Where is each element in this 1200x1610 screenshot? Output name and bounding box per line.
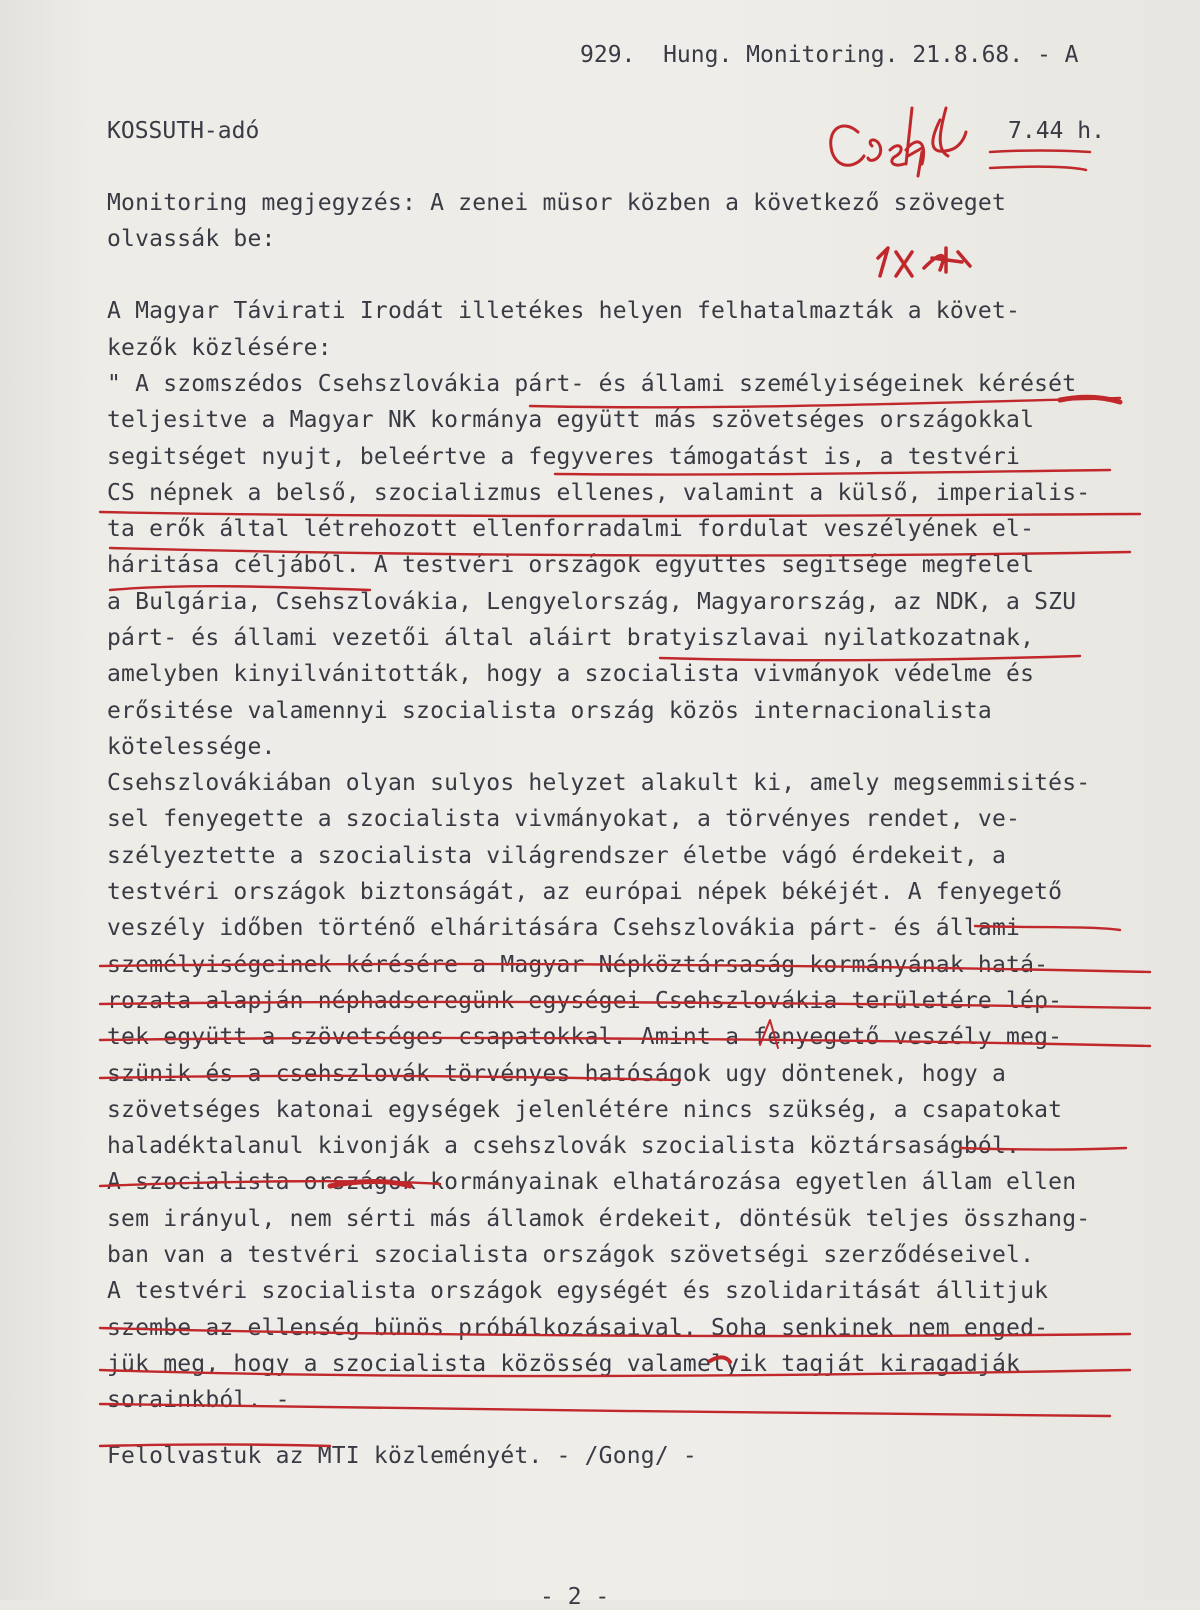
handwritten-mark-1x (878, 248, 970, 276)
text-line: Monitoring megjegyzés: A zenei müsor közben a következő szöveget (107, 190, 1007, 216)
text-line: ta erők által létrehozott ellenforradalmi fordulat veszélyének el- (107, 516, 1035, 542)
text-line: szélyeztette a szocialista világrendszer életbe vágó érdekeit, a (107, 843, 1007, 869)
page-number: - 2 - (540, 1584, 610, 1610)
text-line: tek együtt a szövetséges csapatokkal. Amint a fenyegető veszély meg- (107, 1024, 1063, 1050)
text-line: szembe az ellenség bünös próbálkozásaival. Soha senkinek nem enged- (107, 1315, 1049, 1341)
text-line: sorainkból. - (107, 1387, 290, 1413)
text-line: olvassák be: (107, 226, 276, 252)
text-line: teljesitve a Magyar NK kormánya együtt más szövetséges országokkal (107, 407, 1035, 433)
text-line: szövetséges katonai egységek jelenlétére nincs szükség, a csapatokat (107, 1097, 1063, 1123)
text-line: jük meg, hogy a szocialista közösség valamelyik tagját kiragadják (107, 1351, 1021, 1377)
text-line: CS népnek a belső, szocializmus ellenes, valamint a külső, imperialis- (107, 480, 1091, 506)
text-line: kötelessége. (107, 734, 276, 760)
text-line: ban van a testvéri szocialista országok szövetségi szerződéseivel. (107, 1242, 1035, 1268)
text-line: kezők közlésére: (107, 335, 332, 361)
text-line: személyiségeinek kérésére a Magyar Népköztársaság kormányának hatá- (107, 952, 1049, 978)
text-line: veszély időben történő elháritására Csehszlovákia párt- és állami (107, 915, 1021, 941)
station-name: KOSSUTH-adó (107, 118, 260, 144)
text-line: " A szomszédos Csehszlovákia párt- és állami személyiségeinek kérését (107, 371, 1077, 397)
text-line: erősitése valamennyi szocialista ország közös internacionalista (107, 698, 992, 724)
text-line: sel fenyegette a szocialista vivmányokat, a törvényes rendet, ve- (107, 806, 1021, 832)
text-line: haladéktalanul kivonják a csehszlovák szocialista köztársaságból. (107, 1133, 1021, 1159)
text-line: A Magyar Távirati Irodát illetékes helyen felhatalmazták a követ- (107, 298, 1021, 324)
text-line: párt- és állami vezetői által aláirt bratyiszlavai nyilatkozatnak, (107, 625, 1035, 651)
text-line: Csehszlovákiában olyan sulyos helyzet alakult ki, amely megsemmisités- (107, 770, 1091, 796)
text-line: A szocialista országok kormányainak elhatározása egyetlen állam ellen (107, 1169, 1077, 1195)
text-line: sem irányul, nem sérti más államok érdekeit, döntésük teljes összhang- (107, 1206, 1091, 1232)
text-line: rozata alapján néphadseregünk egységei Csehszlovákia területére lép- (107, 988, 1063, 1014)
text-line: testvéri országok biztonságát, az európai népek békéjét. A fenyegető (107, 879, 1063, 905)
document-reference: 929. Hung. Monitoring. 21.8.68. - A (580, 42, 1079, 68)
text-line: segitséget nyujt, beleértve a fegyveres támogatást is, a testvéri (107, 444, 1021, 470)
text-line: szünik és a csehszlovák törvényes hatóságok ugy döntenek, hogy a (107, 1061, 1007, 1087)
text-line: a Bulgária, Csehszlovákia, Lengyelország, Magyarország, az NDK, a SZU (107, 589, 1077, 615)
text-line: amelyben kinyilvánitották, hogy a szocialista vivmányok védelme és (107, 661, 1035, 687)
broadcast-time: 7.44 h. (1008, 118, 1105, 144)
text-line: A testvéri szocialista országok egységét és szolidaritását állitjuk (107, 1278, 1049, 1304)
text-line: Felolvastuk az MTI közleményét. - /Gong/ - (107, 1443, 697, 1469)
text-line: háritása céljából. A testvéri országok együttes segitsége megfelel (107, 552, 1035, 578)
